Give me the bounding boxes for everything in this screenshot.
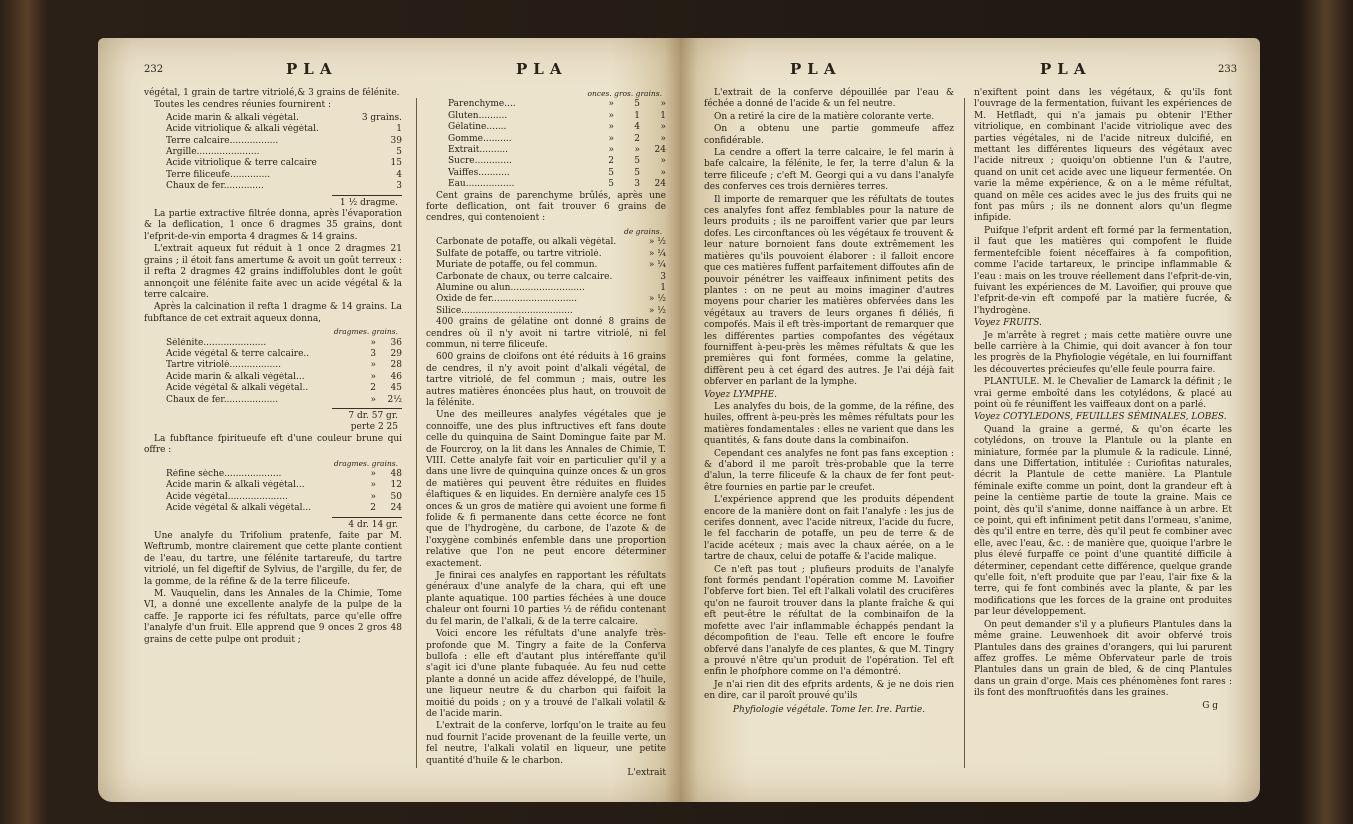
- table-header: dragmes. grains.: [333, 458, 398, 468]
- table-total: 4 dr. 14 gr.: [348, 519, 398, 530]
- table-row: Argille...................... 5: [166, 147, 402, 158]
- table-total: 1 ½ dragme.: [339, 197, 398, 208]
- casse-table: [426, 88, 666, 191]
- table-total: 7 dr. 57 gr.: [348, 410, 398, 421]
- running-head-right-2: PLA: [1040, 60, 1092, 78]
- paragraph: Cependant ces analyfes ne font pas fans exception : & d'abord il me paroît très-probable que la terre d'alun, la terre filiceufe & la chaux de fer font peut-être fournies en partie par le creufet.: [704, 448, 954, 493]
- right-column-1: [704, 88, 954, 716]
- table-row: Alumine ou alun.......................... 1: [436, 282, 666, 293]
- table-perte: perte 2 25: [350, 422, 398, 433]
- table-row: Parenchyme.... » 5 »: [448, 99, 666, 110]
- column-rule: [416, 98, 417, 768]
- table-row: Sulfate de potaffe, ou tartre vitriolé. » ¼: [436, 248, 666, 259]
- table-header: de grains.: [624, 226, 662, 236]
- paragraph: M. Vauquelin, dans les Annales de la Chimie, Tome VI, a donné une excellente analyfe de la pulpe de la caffe. Je rapporte ici fes réfultats, parce qu'elle offre l'analyfe d'un fruit. Elle apprend que 9 onces 2 gros 48 grains de cette pulpe ont produit ;: [144, 589, 402, 645]
- paragraph: Puifque l'efprit ardent eft formé par la fermentation, il faut que les matières qui compofent le fluide fermentefcible foient néceffaires à fa compofition, comme l'acide tartareux, le principe inflammable & l'eau : mais on les trouve réellement dans l'efprit-de-vin, fuivant les expériences de M. Lavoifier, qui prouve que l'efprit-de-vin eft compofé par la matière fucrée, & l'hydrogène.: [974, 225, 1232, 316]
- right-column-2: [974, 88, 1232, 712]
- table-row: Acide marin & alkali végétal... » 46: [166, 371, 402, 382]
- table-row: Acide vitriolique & terre calcaire 15: [166, 158, 402, 169]
- paragraph: PLANTULE. M. le Chevalier de Lamarck la définit ; le vrai germe emboîté dans les cotylédons, & placé au point où fe réuniffent les vaiffeaux dont on a parlé.: [974, 377, 1232, 410]
- paragraph: Je finirai ces analyfes en rapportant les réfultats généraux d'une analyfe de la chara, qui eft une plante aquatique. 100 parties féchées à une douce chaleur ont fourni 10 parties ½ de réfidu contenant du fel marin, de l'alkali, & de la terre calcaire.: [426, 571, 666, 627]
- table-row: Gluten.......... » 1 1: [448, 110, 666, 121]
- table-header: onces. gros. grains.: [587, 89, 662, 98]
- left-column-1: [144, 88, 402, 647]
- paragraph: L'extrait aqueux fut réduit à 1 once 2 dragmes 21 grains ; il étoit fans amertume & avoit un goût terreux : il refta 2 dragmes 42 grains indiffolubles dont le goût annonçoit une félénite faite avec un acide végétal & la terre calcaire.: [144, 244, 402, 300]
- paragraph: Ce n'eft pas tout ; plufieurs produits de l'analyfe font formés pendant l'opération comme M. Lavoifier l'obferve fort bien. Tel eft l'alkali volatil des crucifères qu'on ne fauroit trouver dans la plante fraîche & qui eft peut-être le réfultat de la combinaifon de la mofette avec l'air inflammable échappés pendant la décompofition de l'eau. Telle eft encore le foufre obfervé dans l'analyfe de ces plantes, & que M. Tingry a prouvé n'être qu'un produit de l'opération. Tel eft enfin le phofphore comme on l'a démontré.: [704, 564, 954, 678]
- table-row: Chaux de fer................... » 2½: [166, 394, 402, 405]
- ash-table: [426, 226, 666, 317]
- paragraph: 600 grains de cloifons ont été réduits à 16 grains de cendres, il n'y avoit point d'alkali végétal, de tartre vitriolé, de fel commun ; mais, outre les autres matières énoncées plus haut, on trouvoit de la félénite.: [426, 352, 666, 408]
- table-row: Acide végétal & alkali végétal.. 2 45: [166, 383, 402, 394]
- page-number-left: 232: [144, 64, 164, 75]
- table-row: Chaux de fer.............. 3: [166, 181, 402, 192]
- table-row: Acide marin & alkali végétal. 3 grains.: [166, 112, 402, 123]
- running-head-left-1: PLA: [286, 60, 338, 78]
- table-row: Eau................. 5 3 24: [448, 179, 666, 190]
- table-row: Réfine sèche.................... » 48: [166, 469, 402, 479]
- table-row: Tartre vitriolé.................. » 28: [166, 360, 402, 371]
- table-row: Carbonate de chaux, ou terre calcaire. 3: [436, 271, 666, 282]
- table-row: Acide végétal & terre calcaire.. 3 29: [166, 348, 402, 359]
- paragraph: Une des meilleures analyfes végétales que je connoiffe, une des plus inftructives eft fans doute celle du quinquina de Saint Domingue faite par M. de Fourcroy, on la lit dans les Annales de Chimie, T. VIII. Cette analyfe fait voir en particulier qu'il y a dans une livre de quinquina quinze onces & un gros de matières qui peuvent être réduites en fluides élaftiques & en liquides. En dernière analyfe ces 15 onces & un gros de matière qui avoient une forme fi folide & fi permanente dans cette écorce ne font que de l'hydrogène, du carbone, de l'azote & de l'oxygène combinés enfemble dans une proportion relative que l'on ne peut encore déterminer exactement.: [426, 410, 666, 569]
- table-row: Acide végétal..................... » 50: [166, 491, 402, 502]
- catchword: L'extrait: [627, 767, 666, 778]
- table-row: Oxide de fer.............................. » ½: [436, 294, 666, 305]
- table-row: Muriate de potaffe, ou fel commun. » ¼: [436, 260, 666, 271]
- table-header: dragmes. grains.: [333, 327, 398, 337]
- table-row: Acide vitriolique & alkali végétal. 1: [166, 124, 402, 135]
- table-row: Vaiffes........... 5 5 »: [448, 167, 666, 178]
- paragraph: Cent grains de parenchyme brûlés, après une forte deflication, ont fait trouver 6 grains de cendres, qui contenoient :: [426, 190, 666, 224]
- paragraph: Je m'arrête à regret ; mais cette matière ouvre une belle carrière à la Chimie, qui doit avancer à fon tour les progrès de la Phyfiologie végétale, en lui fourniffant les découvertes précieufes qu'elle feule pourra faire.: [974, 330, 1232, 375]
- table-row: Sucre............. 2 5 »: [448, 156, 666, 167]
- cross-reference: Voyez FRUITS.: [974, 318, 1042, 329]
- left-column-2: [426, 88, 666, 779]
- cross-reference: Voyez LYMPHE.: [704, 389, 777, 400]
- table-row: Carbonate de potaffe, ou alkali végétal. » ½: [436, 237, 666, 248]
- right-page: [680, 38, 1260, 802]
- paragraph: Je n'ai rien dit des efprits ardents, & je ne dois rien en dire, car il paroît prouvé qu'ils: [704, 679, 954, 702]
- table-row: Terre filiceufe.............. 4: [166, 169, 402, 180]
- paragraph: La cendre a offert la terre calcaire, le fel marin à bafe calcaire, la félénite, le fer, la terre d'alun & la terre filiceufe ; c'eft M. Georgi qui a vu dans l'analyfe des conferves ces trois dernières terres.: [704, 148, 954, 193]
- table-row: Acide marin & alkali végétal... » 12: [166, 480, 402, 491]
- table-row: Acide végétal & alkali végétal... 2 24: [166, 503, 402, 514]
- paragraph: 400 grains de gélatine ont donné 8 grains de cendres où il n'y avoit ni tartre vitriolé, ni fel commun, ni terre filiceufe.: [426, 317, 666, 350]
- table-row: Silice....................................... » ½: [436, 305, 666, 316]
- running-head-right-1: PLA: [790, 60, 842, 78]
- column-rule: [964, 98, 965, 768]
- paragraph: Toutes les cendres réunies fournirent :: [154, 100, 332, 111]
- cendres-table: [144, 113, 402, 209]
- paragraph: L'extrait de la conferve dépouillée par l'eau & féchée a donné de l'acide & un fel neutre.: [704, 88, 954, 110]
- signature-mark: G g: [1202, 700, 1218, 711]
- paragraph: On a obtenu une partie gommeufe affez confidérable.: [704, 124, 954, 146]
- cross-reference: Voyez COTYLEDONS, FEUILLES SÉMINALES, LOBES.: [974, 412, 1227, 423]
- paragraph: L'extrait de la conferve, lorfqu'on le traite au feu nud fournit l'acide provenant de la feuille verte, un fel neutre, l'alkali volatil en liqueur, une petite quantité d'huile & le charbon.: [426, 721, 666, 766]
- table-row: Extrait.......... » » 24: [448, 145, 666, 156]
- table-row: Gélatine....... » 4 »: [448, 122, 666, 133]
- paragraph: Après la calcination il refta 1 dragme & 14 grains. La fubftance de cet extrait aqueux donna,: [144, 302, 402, 324]
- running-head-left-2: PLA: [516, 60, 568, 78]
- paragraph: Voici encore les réfultats d'une analyfe très-profonde que M. Tingry a faite de la Conferva bullofa : elle eft d'autant plus intéreffante qu'il s'agit ici d'une plante fubaquée. Au feu nud cette plante a donné un acide affez développé, de l'huile, une liqueur neutre & du charbon qui faifoit la moitié du poids ; on y a trouvé de l'alkali volatil & de l'acide marin.: [426, 629, 666, 719]
- paragraph: Quand la graine a germé, & qu'on écarte les cotylédons, on trouve la Plantule ou la plante en miniature, formée par la plumule & la radicule. Linné, dans une Differtation, intitulée : Curiofitas naturales, décrit la Plantule de cette manière. La Plantule féminale exifte comme un point, dont la grandeur eft à peine la centième partie de toute la graine. Mais ce point, dès qu'il s'anime, donne naiffance à un arbre. Et ce point, qui eft infiniment petit dans l'ormeau, s'anime, dès qu'il entre en terre, dès qu'il peut fe combiner avec elle, avec l'eau, &c. : de manière que, quoique l'arbre le plus élevé furpaffe ce point d'une quantité difficile à déterminer, cependant cette différence, quelque grande qu'elle foit, n'eft produite que par l'eau, l'air fixe & la terre, qui fe font combinés avec la plante, & par les modifications que les forces de la graine ont produites par leur développement.: [974, 424, 1232, 618]
- page-number-right: 233: [1218, 64, 1238, 75]
- paragraph: La partie extractive filtrée donna, après l'évaporation & la deflication, 1 once 6 dragmes 35 grains, dont l'efprit-de-vin emporta 4 dragmes & 14 grains.: [144, 209, 402, 242]
- paragraph: On peut demander s'il y a plufieurs Plantules dans la même graine. Leuwenhoek dit avoir obfervé trois Plantules dans des graines d'orangers, qui lui parurent affez groffes. Le même Obfervateur parle de trois Plantules dans un grain de bled, & de cinq Plantules dans un grain d'orge. Mais ces phénomènes font rares : ils font des monftruofités dans les graines.: [974, 619, 1232, 699]
- left-page: [98, 38, 682, 802]
- page-footer: Phyfiologie végétale. Tome Ier. Ire. Partie.: [732, 704, 926, 715]
- paragraph: On a retiré la cire de la matière colorante verte.: [714, 111, 935, 122]
- aqueux-table: [144, 326, 402, 434]
- paragraph: végétal, 1 grain de tartre vitriolé,& 3 grains de félénite.: [144, 88, 400, 98]
- table-row: Sélénite...................... » 36: [166, 337, 402, 348]
- paragraph: L'expérience apprend que les produits dépendent encore de la manière dont on fait l'analyfe : les jus de cerifes donnent, avec l'acide nitreux, l'acide du fucre, le fel faccharin de potaffe, un peu de terre & de l'acide acéteux ; mais avec la chaux aérée, on a le tartre de chaux, celui de potaffe & l'acide malique.: [704, 495, 954, 563]
- paragraph: La fubftance fpiritueufe eft d'une couleur brune qui offre :: [144, 433, 402, 456]
- paragraph: Les analyfes du bois, de la gomme, de la réfine, des huiles, offrent à-peu-près les mêmes réfultats pour les matières fondamentales : elles ne varient que dans les quantités, & fans doute dans la combinaifon.: [704, 401, 954, 447]
- paragraph: n'exiftent point dans les végétaux, & qu'ils font l'ouvrage de la fermentation, fuivant les expériences de M. Hetfladt, qui n'a jamais pu obtenir l'Ether vitriolique, en combinant l'acide vitriolique avec des parties végétales, ni de l'acide nitreux dulcifié, en mettant les différentes liqueurs des végétaux avec l'acide nitreux ; quoiqu'on obtienne l'un & l'autre, quand on unit cet acide avec une liqueur fermentée. On varie la même expérience, & on a le même réfultat, quand on mêle ces acides avec le jus des fruits qui ne font pas mûrs ; ils ne donnent alors qu'un flegme infipide.: [974, 88, 1232, 224]
- paragraph: Une analyfe du Trifolium pratenfe, faite par M. Weftrumb, montre clairement que cette plante contient de l'eau, du tartre, une félénite tartareufe, du tartre vitriolé, un fel digeftif de Sylvius, de l'argille, du fer, de la gomme, de la réfine & de la terre filiceufe.: [144, 531, 402, 587]
- table-row: Gomme.......... » 2 »: [448, 133, 666, 144]
- table-row: Terre calcaire................. 39: [166, 135, 402, 146]
- spirit-table: [144, 458, 402, 531]
- paragraph: Il importe de remarquer que les réfultats de toutes ces analyfes font affez femblables pour la nature de leurs produits ; ils ne paroiffent varier que par leurs dofes. Les circonftances où les végétaux fe trouvent & leur nature bornoient fans doute extrêmement les matières qu'ils pouvoient élaborer : il falloit encore que ces matières fuffent parfaitement diffoutes afin de pouvoir pénétrer les vaiffeaux infiniment petits des plantes : on ne peut au moins imaginer d'autres moyens pour charier les matières obfervées dans les végétaux au travers de leurs organes fi déliés, fi compofés. Mais il eft très-important de remarquer que les différentes parties compofantes des végétaux fourniffent à-peu-près les mêmes réfultats & que les premières qui font formées, comme la gelatine, diffèrent peu à cet égard des autres. Je l'ai déjà fait obferver en parlant de la lymphe.: [704, 194, 954, 388]
